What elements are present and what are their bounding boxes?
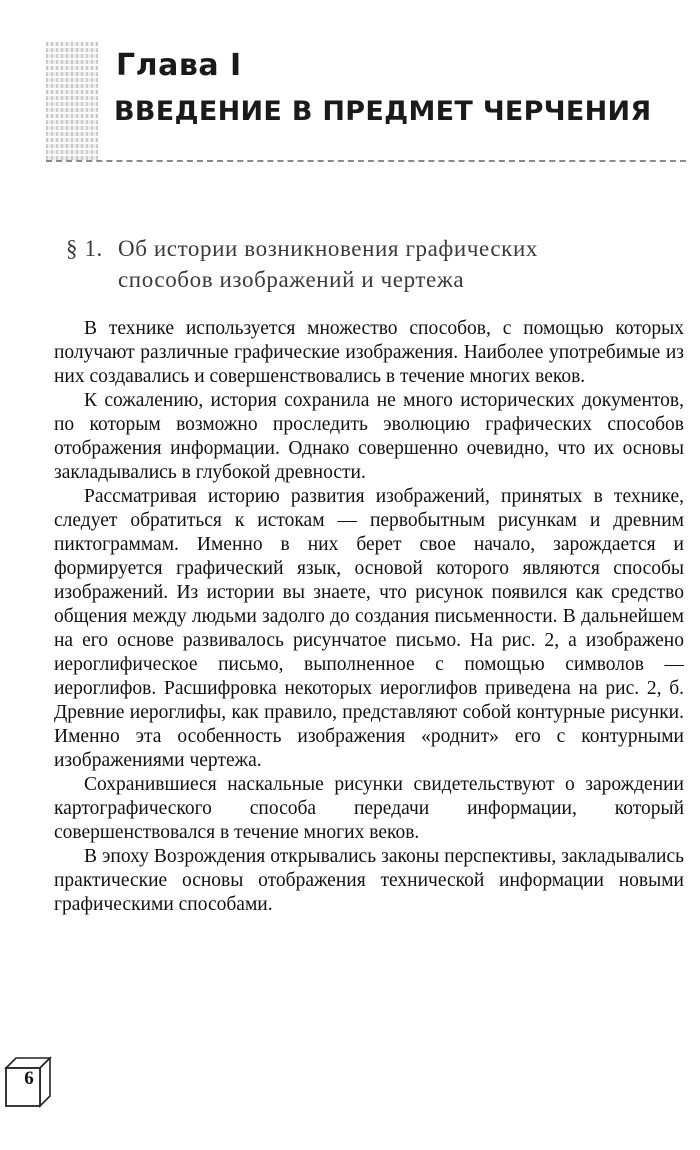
chapter-header-decoration (46, 40, 98, 162)
paragraph: В эпоху Возрождения открывались законы перспективы, закладывались практические основы отображения технической информации новыми графическими способами. (54, 846, 684, 915)
body-text (54, 317, 684, 917)
section-title-line-1: Об истории возникновения графических (118, 236, 538, 261)
paragraph: Рассматривая историю развития изображений, принятых в технике, следует обратиться к истокам — первобытным рисункам и древним пиктограммам. Именно в них берет свое начало, зарождается и формируется графический язык, основой которого являются способы изображений. Из истории вы знаете, что рисунок появился как средство общения между людьми задолго до создания письменности. В дальнейшем на его основе развивалось рисунчатое письмо. На рис. 2, а изображено иероглифическое письмо, выполненное с помощью символов — иероглифов. Расшифровка некоторых иероглифов приведена на рис. 2, б. Древние иероглифы, как правило, представляют собой контурные рисунки. Именно эта особенность изображения «роднит» его с контурными изображениями чертежа. (54, 486, 684, 771)
chapter-label: Глава I (116, 48, 242, 83)
paragraph: В технике используется множество способов, с помощью которых получают различные графические изображения. Наиболее употребимые из них создавались и совершенствовались в течение многих веков. (54, 318, 684, 387)
chapter-title: ВВЕДЕНИЕ В ПРЕДМЕТ ЧЕРЧЕНИЯ (114, 96, 652, 127)
section-number: § 1. (66, 236, 103, 261)
section-title-line-2: способов изображений и чертежа (118, 267, 465, 292)
section-heading (66, 233, 646, 295)
paragraph: К сожалению, история сохранила не много исторических документов, по которым возможно проследить эволюцию графических способов отображения информации. Однако совершенно очевидно, что их основы закладывались в глубокой древности. (54, 390, 684, 483)
paragraph: Сохранившиеся наскальные рисунки свидетельствуют о зарождении картографического способа передачи информации, который совершенствовался в течение многих веков. (54, 774, 684, 843)
chapter-divider (46, 160, 686, 162)
page-number: 6 (24, 1068, 34, 1089)
